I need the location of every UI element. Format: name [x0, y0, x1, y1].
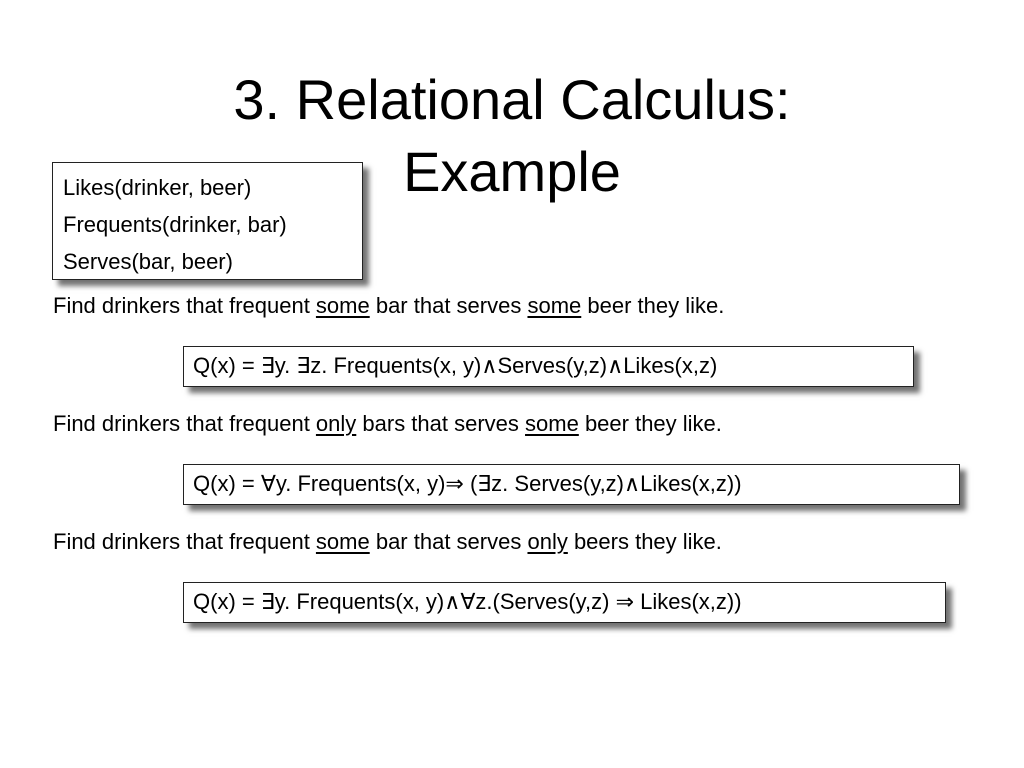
formula-1: Q(x) = ∃y. ∃z. Frequents(x, y)∧Serves(y,z)∧Likes(x,z)	[193, 353, 718, 378]
question-text: beers they like.	[567, 529, 722, 554]
formula-box-2	[183, 464, 960, 505]
schema-box	[52, 162, 363, 280]
question-text: bars that serves	[356, 411, 526, 436]
question-text: Find drinkers that frequent	[53, 529, 316, 554]
formula-3: Q(x) = ∃y. Frequents(x, y)∧∀z.(Serves(y,z) ⇒ Likes(x,z))	[193, 589, 742, 614]
emphasis-quantifier: some	[527, 293, 582, 318]
emphasis-quantifier: some	[315, 293, 370, 318]
question-text: Find drinkers that frequent	[53, 411, 316, 436]
emphasis-quantifier: some	[525, 411, 579, 436]
emphasis-quantifier: some	[315, 529, 370, 554]
emphasis-quantifier: only	[315, 411, 357, 436]
question-text: beer they like.	[581, 293, 725, 318]
schema-relation-likes: Likes(drinker, beer)	[63, 175, 252, 200]
formula-box-1	[183, 346, 914, 387]
formula-box-3	[183, 582, 946, 623]
formula-2: Q(x) = ∀y. Frequents(x, y)⇒ (∃z. Serves(y,z)∧Likes(x,z))	[193, 471, 742, 496]
schema-relation-frequents: Frequents(drinker, bar)	[63, 212, 287, 237]
emphasis-quantifier: only	[527, 529, 568, 554]
question-3	[53, 528, 722, 556]
question-text: beer they like.	[578, 411, 722, 436]
question-text: bar that serves	[369, 293, 528, 318]
question-text: Find drinkers that frequent	[53, 293, 316, 318]
question-text: bar that serves	[369, 529, 528, 554]
schema-relation-serves: Serves(bar, beer)	[63, 249, 233, 274]
slide-title-line1: 3. Relational Calculus:	[233, 68, 791, 131]
slide-title-line2: Example	[403, 140, 621, 203]
question-2	[53, 410, 722, 438]
question-1	[53, 292, 724, 320]
